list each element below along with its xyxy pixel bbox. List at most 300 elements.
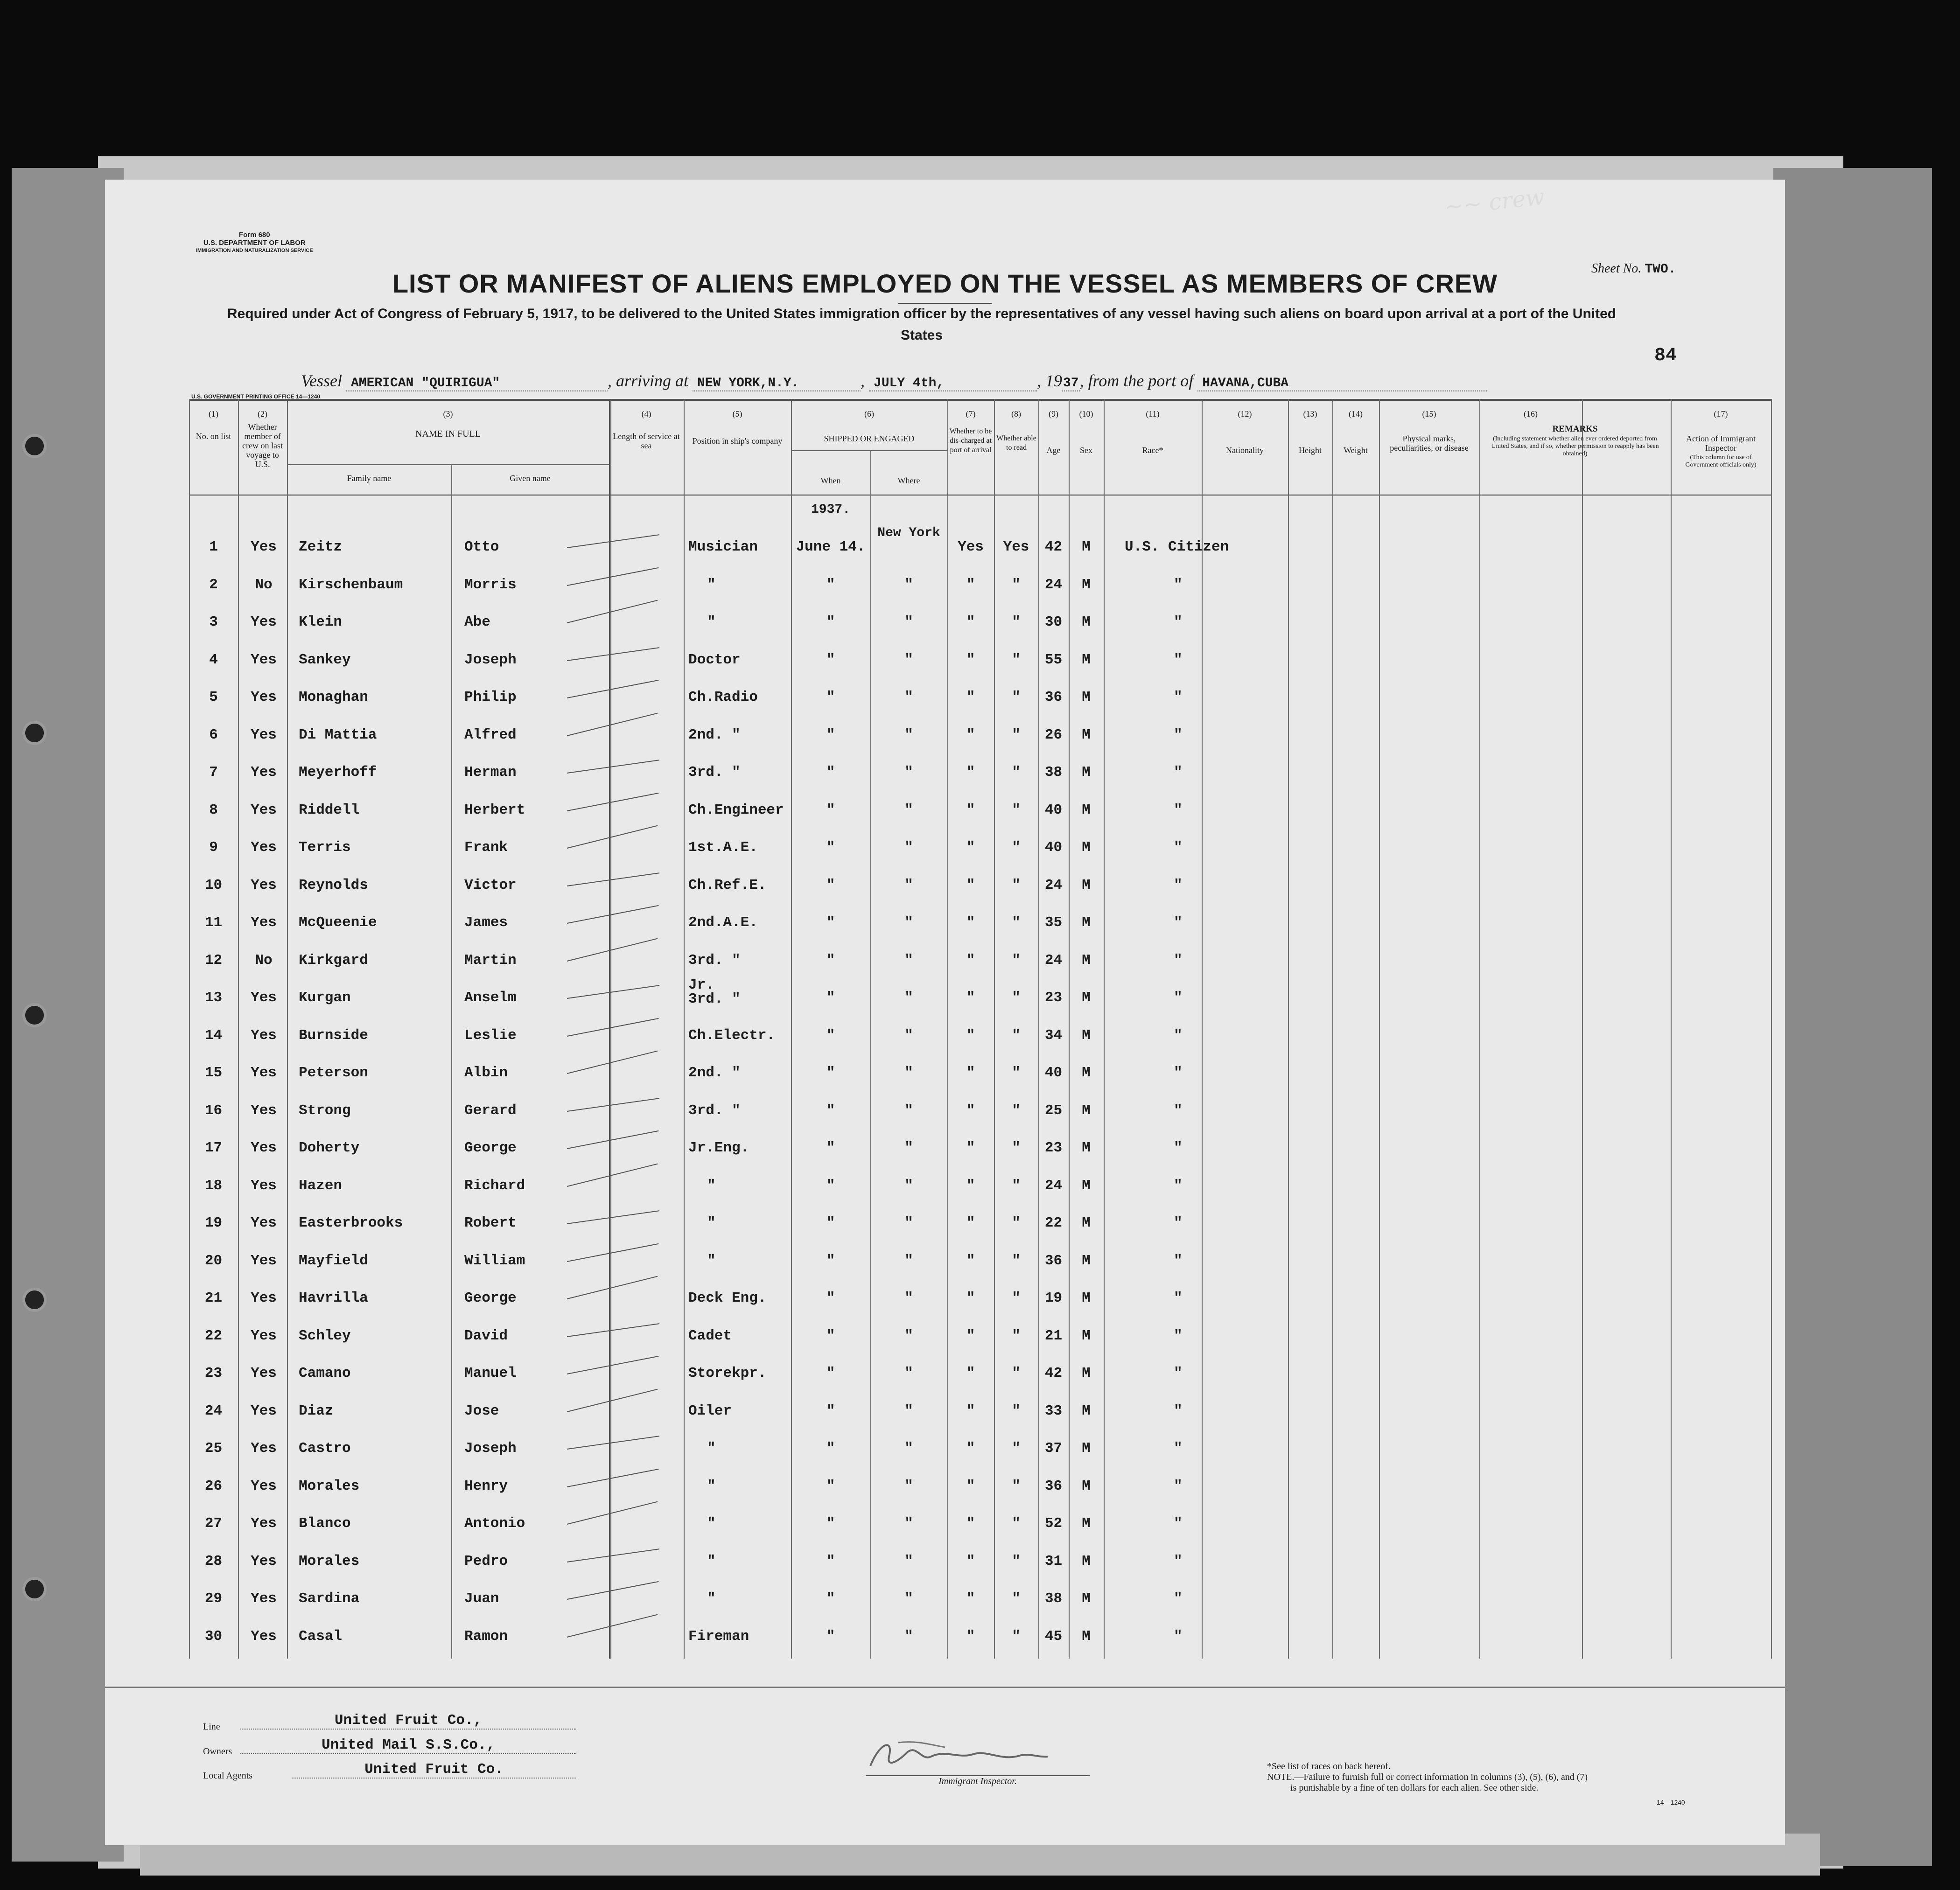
able-to-read: " — [1012, 651, 1021, 668]
shipped-where: " — [904, 1553, 913, 1569]
col-6-number: (6) — [864, 409, 874, 418]
row-number: 21 — [204, 1290, 223, 1306]
table-top-rule — [189, 399, 1771, 401]
shipped-when: " — [826, 1177, 835, 1194]
col-header-remarks-detail: (Including statement whether alien ever ordered deported from United States, and if so, whether permission to reapply has been obtained) — [1491, 435, 1659, 457]
table-row — [189, 1403, 1771, 1440]
able-to-read: " — [1012, 914, 1021, 931]
table-row — [189, 577, 1771, 614]
race: " — [1174, 1402, 1183, 1419]
race: " — [1174, 726, 1183, 743]
family-name: Doherty — [299, 1140, 360, 1156]
punch-hole-icon — [22, 721, 47, 745]
given-name: William — [464, 1252, 525, 1269]
shipped-when: " — [826, 1628, 835, 1645]
shipped-when: " — [826, 1440, 835, 1457]
given-name: Abe — [464, 614, 490, 630]
able-to-read: " — [1012, 1327, 1021, 1344]
table-row — [189, 764, 1771, 802]
able-to-read: " — [1012, 689, 1021, 705]
row-number: 4 — [209, 651, 218, 668]
shipped-when: " — [826, 689, 835, 705]
table-row — [189, 526, 1771, 576]
shipped-when: " — [826, 914, 835, 931]
able-to-read: " — [1012, 1102, 1021, 1119]
row-number: 30 — [204, 1628, 223, 1645]
race: " — [1174, 1177, 1183, 1194]
age: 42 — [1044, 1365, 1063, 1381]
family-name: Kirschenbaum — [299, 576, 403, 593]
col-11-number: (11) — [1146, 409, 1160, 418]
sex: M — [1082, 726, 1091, 743]
sex: M — [1082, 1290, 1091, 1306]
footer-notes — [1267, 1761, 1588, 1793]
race: " — [1174, 1553, 1183, 1569]
sex: M — [1082, 1440, 1091, 1457]
sheet-number — [1591, 261, 1676, 277]
position: " — [707, 1252, 716, 1269]
to-be-discharged: " — [966, 1365, 975, 1381]
position: Storekpr. — [688, 1365, 767, 1381]
previous-voyage: Yes — [251, 1102, 277, 1119]
given-name: George — [464, 1290, 517, 1306]
sheet-value: TWO. — [1645, 262, 1676, 277]
able-to-read: " — [1012, 726, 1021, 743]
race: " — [1174, 952, 1183, 969]
to-be-discharged: " — [966, 1402, 975, 1419]
col-14-number: (14) — [1349, 409, 1363, 418]
row-number: 14 — [204, 1027, 223, 1044]
to-be-discharged: " — [966, 1177, 975, 1194]
table-row — [189, 1328, 1771, 1365]
shipped-when: " — [826, 1102, 835, 1119]
sex: M — [1082, 952, 1091, 969]
service-name: IMMIGRATION AND NATURALIZATION SERVICE — [196, 248, 313, 253]
given-name: Ramon — [464, 1628, 508, 1645]
shipped-where: " — [904, 914, 913, 931]
note-races: *See list of races on back hereof. — [1267, 1761, 1391, 1771]
given-name: Herman — [464, 764, 517, 781]
position: " — [707, 1590, 716, 1607]
to-be-discharged: " — [966, 990, 975, 1006]
given-name: Joseph — [464, 651, 517, 668]
shipped-where: " — [904, 1102, 913, 1119]
age: 38 — [1044, 764, 1063, 781]
able-to-read: " — [1012, 1140, 1021, 1156]
family-name: Strong — [299, 1102, 351, 1119]
table-row — [189, 1178, 1771, 1215]
table-row — [189, 1215, 1771, 1252]
position: Ch.Radio — [688, 689, 758, 705]
row-number: 1 — [209, 539, 218, 555]
to-be-discharged: " — [966, 1440, 975, 1457]
footer-rule — [105, 1687, 1785, 1688]
position: " — [707, 576, 716, 593]
previous-voyage: Yes — [251, 1590, 277, 1607]
right-binder-sheet — [1773, 168, 1932, 1866]
family-name: Kirkgard — [299, 952, 368, 969]
to-be-discharged: " — [966, 1102, 975, 1119]
col-header-position: Position in ship's company — [692, 436, 783, 446]
shipped-where: " — [904, 576, 913, 593]
given-name: Pedro — [464, 1553, 508, 1569]
family-name: Easterbrooks — [299, 1215, 403, 1231]
shipped-where: New York — [877, 526, 940, 540]
family-name: Castro — [299, 1440, 351, 1457]
age: 52 — [1044, 1515, 1063, 1532]
age: 40 — [1044, 802, 1063, 818]
previous-voyage: Yes — [251, 1365, 277, 1381]
position: Fireman — [688, 1628, 749, 1645]
previous-voyage: Yes — [251, 1290, 277, 1306]
row-number: 3 — [209, 614, 218, 630]
family-name: Riddell — [299, 802, 360, 818]
sex: M — [1082, 877, 1091, 893]
given-name: Frank — [464, 839, 508, 856]
shipped-when: " — [826, 952, 835, 969]
shipped-where: " — [904, 1440, 913, 1457]
owners-value: United Mail S.S.Co., — [240, 1737, 576, 1754]
given-name: Manuel — [464, 1365, 517, 1381]
shipped-where: " — [904, 689, 913, 705]
to-be-discharged: " — [966, 914, 975, 931]
sex: M — [1082, 1553, 1091, 1569]
table-row — [189, 977, 1771, 1027]
race: " — [1174, 1102, 1183, 1119]
age: 24 — [1044, 952, 1063, 969]
arriving-label: , arriving at — [607, 371, 688, 390]
header-rule — [189, 495, 1771, 496]
position: " — [707, 1515, 716, 1532]
sex: M — [1082, 1252, 1091, 1269]
given-name: Anselm — [464, 990, 517, 1006]
sex: M — [1082, 1065, 1091, 1081]
age: 40 — [1044, 1065, 1063, 1081]
row-number: 12 — [204, 952, 223, 969]
to-be-discharged: " — [966, 1327, 975, 1344]
age: 24 — [1044, 576, 1063, 593]
page-number: 84 — [1654, 345, 1677, 366]
col-header-family-name: Family name — [347, 474, 392, 483]
position: Ch.Electr. — [688, 1027, 776, 1044]
sex: M — [1082, 1402, 1091, 1419]
previous-voyage: Yes — [251, 1252, 277, 1269]
age: 31 — [1044, 1553, 1063, 1569]
shipped-when: " — [826, 1065, 835, 1081]
able-to-read: " — [1012, 1215, 1021, 1231]
race: " — [1174, 839, 1183, 856]
shipped-where: " — [904, 990, 913, 1006]
family-name: Klein — [299, 614, 343, 630]
sex: M — [1082, 576, 1091, 593]
previous-voyage: Yes — [251, 689, 277, 705]
form-identifier — [196, 231, 313, 255]
able-to-read: " — [1012, 576, 1021, 593]
shipped-where: " — [904, 1515, 913, 1532]
able-to-read: " — [1012, 839, 1021, 856]
given-name: David — [464, 1327, 508, 1344]
table-row — [189, 689, 1771, 726]
previous-voyage: Yes — [251, 914, 277, 931]
position: " — [707, 1177, 716, 1194]
sex: M — [1082, 764, 1091, 781]
age: 37 — [1044, 1440, 1063, 1457]
arriving-port: NEW YORK,N.Y. — [693, 376, 861, 391]
to-be-discharged: " — [966, 764, 975, 781]
col-header-age: Age — [1046, 446, 1061, 455]
row-number: 24 — [204, 1402, 223, 1419]
row-number: 22 — [204, 1327, 223, 1344]
previous-voyage: Yes — [251, 614, 277, 630]
col-header-name-in-full: NAME IN FULL — [415, 429, 481, 439]
family-name: Morales — [299, 1553, 360, 1569]
shipped-where: " — [904, 1215, 913, 1231]
able-to-read: " — [1012, 1590, 1021, 1607]
race: " — [1174, 802, 1183, 818]
shipped-where: " — [904, 1177, 913, 1194]
row-number: 9 — [209, 839, 218, 856]
age: 38 — [1044, 1590, 1063, 1607]
col-header-able-to-read: Whether able to read — [996, 434, 1036, 452]
col-8-number: (8) — [1011, 409, 1021, 418]
table-row — [189, 839, 1771, 877]
family-name: Zeitz — [299, 539, 343, 555]
shipped-when: " — [826, 576, 835, 593]
shipped-where: " — [904, 1252, 913, 1269]
sex: M — [1082, 1177, 1091, 1194]
sex: M — [1082, 839, 1091, 856]
family-name: Sardina — [299, 1590, 360, 1607]
table-row — [189, 1440, 1771, 1478]
manifest-page — [105, 180, 1785, 1845]
shipped-where: " — [904, 1402, 913, 1419]
shipped-when: " — [826, 1365, 835, 1381]
shipped-where: " — [904, 1290, 913, 1306]
race: " — [1174, 1140, 1183, 1156]
shipped-year-header: 1937. — [811, 502, 850, 517]
shipped-where: " — [904, 651, 913, 668]
sex: M — [1082, 1027, 1091, 1044]
family-name: Meyerhoff — [299, 764, 377, 781]
given-name: Morris — [464, 576, 517, 593]
col-header-weight: Weight — [1344, 446, 1368, 455]
handwritten-annotation: ~~ crew — [1443, 183, 1546, 221]
row-number: 25 — [204, 1440, 223, 1457]
to-be-discharged: " — [966, 576, 975, 593]
race: " — [1174, 651, 1183, 668]
col-header-inspector-action: Action of Immigrant Inspector — [1686, 434, 1756, 453]
col-15-number: (15) — [1422, 409, 1436, 418]
col-17-number: (17) — [1714, 409, 1728, 418]
race: " — [1174, 1440, 1183, 1457]
shipped-where: " — [904, 1590, 913, 1607]
col-13-number: (13) — [1303, 409, 1317, 418]
table-row — [189, 1140, 1771, 1177]
race: " — [1174, 1252, 1183, 1269]
to-be-discharged: " — [966, 651, 975, 668]
table-row — [189, 614, 1771, 651]
year-prefix: , 19 — [1037, 371, 1062, 390]
able-to-read: " — [1012, 1065, 1021, 1081]
position: 2nd. " — [688, 726, 741, 743]
given-name: Richard — [464, 1177, 525, 1194]
sex: M — [1082, 990, 1091, 1006]
sex: M — [1082, 689, 1091, 705]
family-name: Peterson — [299, 1065, 368, 1081]
given-name: Alfred — [464, 726, 517, 743]
table-row — [189, 727, 1771, 764]
age: 42 — [1044, 539, 1063, 555]
to-be-discharged: " — [966, 1027, 975, 1044]
row-number: 28 — [204, 1553, 223, 1569]
col-header-shipped-or-engaged: SHIPPED OR ENGAGED — [824, 434, 915, 443]
shipped-where: " — [904, 614, 913, 630]
sex: M — [1082, 1628, 1091, 1645]
shipped-when: " — [826, 1515, 835, 1532]
row-number: 19 — [204, 1215, 223, 1231]
family-name: Monaghan — [299, 689, 368, 705]
shipped-when: " — [826, 651, 835, 668]
able-to-read: " — [1012, 877, 1021, 893]
col-header-no-on-list: No. on list — [196, 432, 231, 441]
position: " — [707, 1553, 716, 1569]
position: 3rd. " — [688, 764, 741, 781]
age: 24 — [1044, 877, 1063, 893]
shipped-where: " — [904, 952, 913, 969]
to-be-discharged: " — [966, 726, 975, 743]
vessel-line: Vessel AMERICAN "QUIRIGUA" , arriving at NEW YORK,N.Y. , JULY 4th, , 1937, from the port of HAVANA,CUBA — [301, 371, 1487, 391]
shipped-where: " — [904, 1628, 913, 1645]
race: " — [1174, 1290, 1183, 1306]
from-port-label: , from the port of — [1079, 371, 1194, 390]
row-number: 6 — [209, 726, 218, 743]
sex: M — [1082, 1140, 1091, 1156]
col-header-height: Height — [1299, 446, 1322, 455]
family-name: Diaz — [299, 1402, 334, 1419]
table-row — [189, 1515, 1771, 1553]
line-value: United Fruit Co., — [240, 1712, 576, 1730]
previous-voyage: Yes — [251, 539, 277, 555]
sex: M — [1082, 1478, 1091, 1494]
shipped-when: June 14. — [796, 539, 866, 555]
position: Cadet — [688, 1327, 732, 1344]
to-be-discharged: " — [966, 1553, 975, 1569]
age: 19 — [1044, 1290, 1063, 1306]
col-header-where: Where — [897, 476, 920, 485]
previous-voyage: No — [255, 952, 273, 969]
shipped-when: " — [826, 1252, 835, 1269]
shipped-when: " — [826, 877, 835, 893]
race: " — [1174, 1478, 1183, 1494]
sex: M — [1082, 1215, 1091, 1231]
previous-voyage: Yes — [251, 764, 277, 781]
col-header-previous-voyage: Whether member of crew on last voyage to U.S. — [242, 422, 283, 469]
table-row — [189, 1253, 1771, 1290]
shipped-where: " — [904, 877, 913, 893]
position: 2nd.A.E. — [688, 914, 758, 931]
sex: M — [1082, 614, 1091, 630]
able-to-read: " — [1012, 1478, 1021, 1494]
sex: M — [1082, 1327, 1091, 1344]
punch-hole-icon — [22, 434, 47, 458]
given-name: George — [464, 1140, 517, 1156]
family-name: McQueenie — [299, 914, 377, 931]
age: 35 — [1044, 914, 1063, 931]
race: " — [1174, 877, 1183, 893]
age: 30 — [1044, 614, 1063, 630]
given-name: Antonio — [464, 1515, 525, 1532]
col-4-number: (4) — [641, 409, 651, 418]
family-name: Kurgan — [299, 990, 351, 1006]
col-header-physical-marks: Physical marks, peculiarities, or disease — [1390, 434, 1469, 453]
position: Jr. 3rd. " — [688, 977, 741, 1007]
row-number: 5 — [209, 689, 218, 705]
to-be-discharged: " — [966, 1215, 975, 1231]
punch-hole-icon — [22, 1288, 47, 1312]
previous-voyage: Yes — [251, 1515, 277, 1532]
able-to-read: " — [1012, 1628, 1021, 1645]
previous-voyage: Yes — [251, 1402, 277, 1419]
race: " — [1174, 1365, 1183, 1381]
race: " — [1174, 1628, 1183, 1645]
previous-voyage: Yes — [251, 1177, 277, 1194]
shipped-when: " — [826, 990, 835, 1006]
line-label: Line — [203, 1722, 220, 1732]
row-number: 13 — [204, 990, 223, 1006]
position: Musician — [688, 539, 758, 555]
position: " — [707, 1440, 716, 1457]
family-name: Reynolds — [299, 877, 368, 893]
race: " — [1174, 1027, 1183, 1044]
sex: M — [1082, 1365, 1091, 1381]
position: Doctor — [688, 651, 741, 668]
family-name: Morales — [299, 1478, 360, 1494]
shipped-where: " — [904, 1140, 913, 1156]
position: Deck Eng. — [688, 1290, 767, 1306]
able-to-read: " — [1012, 952, 1021, 969]
previous-voyage: Yes — [251, 877, 277, 893]
to-be-discharged: " — [966, 1478, 975, 1494]
shipped-where: " — [904, 764, 913, 781]
given-name: Albin — [464, 1065, 508, 1081]
previous-voyage: Yes — [251, 1027, 277, 1044]
inspector-label: Immigrant Inspector. — [866, 1775, 1090, 1787]
shipped-where: " — [904, 839, 913, 856]
to-be-discharged: " — [966, 839, 975, 856]
race: " — [1174, 914, 1183, 931]
shipped-when: " — [826, 839, 835, 856]
given-name: James — [464, 914, 508, 931]
race: " — [1174, 614, 1183, 630]
position: 1st.A.E. — [688, 839, 758, 856]
age: 25 — [1044, 1102, 1063, 1119]
family-name: Casal — [299, 1628, 343, 1645]
able-to-read: " — [1012, 764, 1021, 781]
to-be-discharged: " — [966, 877, 975, 893]
able-to-read: " — [1012, 990, 1021, 1006]
given-name: Jose — [464, 1402, 499, 1419]
previous-voyage: Yes — [251, 1065, 277, 1081]
col-7-number: (7) — [966, 409, 976, 418]
previous-voyage: Yes — [251, 1440, 277, 1457]
table-row — [189, 1102, 1771, 1140]
table-row — [189, 802, 1771, 839]
previous-voyage: Yes — [251, 990, 277, 1006]
shipped-where: " — [904, 802, 913, 818]
position: " — [707, 1478, 716, 1494]
age: 36 — [1044, 1252, 1063, 1269]
race: " — [1174, 1065, 1183, 1081]
